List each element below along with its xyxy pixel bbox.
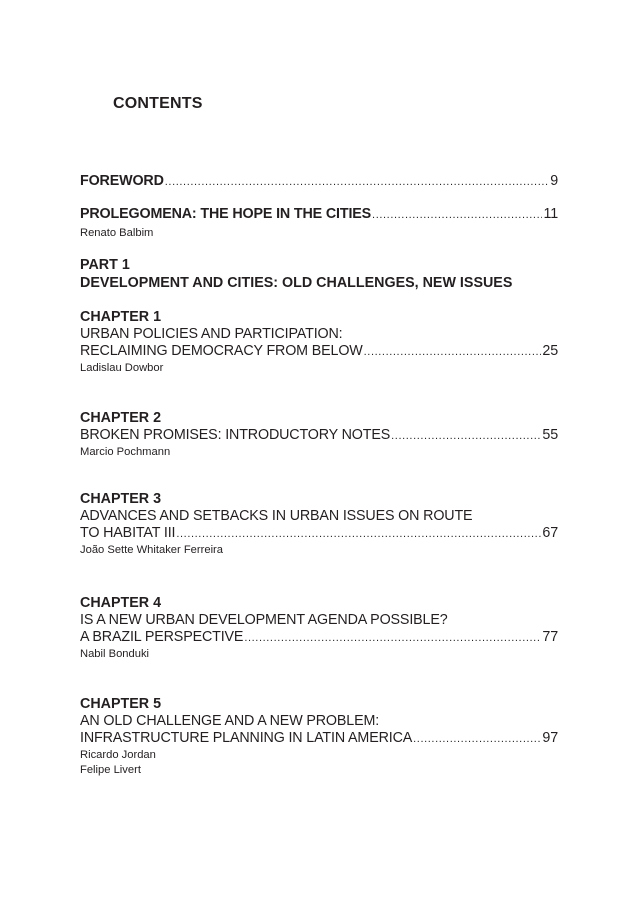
chapter-title-line: A BRAZIL PERSPECTIVE: [80, 629, 244, 645]
page-number: 67: [542, 525, 558, 541]
toc-entry-chapter-3[interactable]: [80, 491, 558, 558]
toc-entry-chapter-5[interactable]: [80, 696, 558, 778]
chapter-label: CHAPTER 2: [80, 410, 162, 426]
part-header: [80, 256, 558, 292]
dot-leader: [176, 526, 541, 543]
dot-leader: [391, 428, 541, 445]
page-number: 25: [542, 343, 558, 359]
author: Renato Balbim: [80, 227, 154, 239]
chapter-label: CHAPTER 5: [80, 696, 162, 712]
part-title: DEVELOPMENT AND CITIES: OLD CHALLENGES, NEW ISSUES: [80, 275, 513, 291]
toc-entry-chapter-2[interactable]: [80, 410, 558, 460]
page-number: 97: [542, 730, 558, 746]
author: Ladislau Dowbor: [80, 362, 164, 374]
author: Ricardo Jordan: [80, 749, 156, 761]
part-label: PART 1: [80, 257, 130, 273]
chapter-title-line: TO HABITAT III: [80, 525, 176, 541]
dot-leader: [244, 630, 541, 647]
author: Nabil Bonduki: [80, 648, 150, 660]
toc-entry-prolegomena[interactable]: [80, 206, 558, 241]
chapter-title-line: BROKEN PROMISES: INTRODUCTORY NOTES: [80, 427, 391, 443]
toc-entry-chapter-4[interactable]: [80, 595, 558, 662]
page-number: 77: [542, 629, 558, 645]
entry-title: PROLEGOMENA: THE HOPE IN THE CITIES: [80, 206, 372, 222]
chapter-title-line: IS A NEW URBAN DEVELOPMENT AGENDA POSSIBLE?: [80, 612, 448, 628]
chapter-label: CHAPTER 4: [80, 595, 162, 611]
chapter-title-line: RECLAIMING DEMOCRACY FROM BELOW: [80, 343, 363, 359]
chapter-title-line: AN OLD CHALLENGE AND A NEW PROBLEM:: [80, 713, 380, 729]
toc-entry-foreword[interactable]: [80, 173, 558, 191]
contents-heading: CONTENTS: [113, 95, 203, 112]
author: João Sette Whitaker Ferreira: [80, 544, 224, 556]
page-number: 55: [542, 427, 558, 443]
dot-leader: [165, 174, 549, 191]
chapter-title-line: ADVANCES AND SETBACKS IN URBAN ISSUES ON ROUTE: [80, 508, 473, 524]
entry-title: FOREWORD: [80, 173, 164, 189]
toc-entry-chapter-1[interactable]: [80, 309, 558, 376]
page-number: 11: [543, 206, 558, 222]
chapter-title-line: URBAN POLICIES AND PARTICIPATION:: [80, 326, 343, 342]
author: Marcio Pochmann: [80, 446, 171, 458]
dot-leader: [372, 207, 542, 224]
chapter-label: CHAPTER 1: [80, 309, 162, 325]
chapter-label: CHAPTER 3: [80, 491, 162, 507]
dot-leader: [364, 344, 542, 361]
author: Felipe Livert: [80, 764, 141, 776]
page-number: 9: [550, 173, 558, 189]
dot-leader: [413, 731, 541, 748]
chapter-title-line: INFRASTRUCTURE PLANNING IN LATIN AMERICA: [80, 730, 413, 746]
